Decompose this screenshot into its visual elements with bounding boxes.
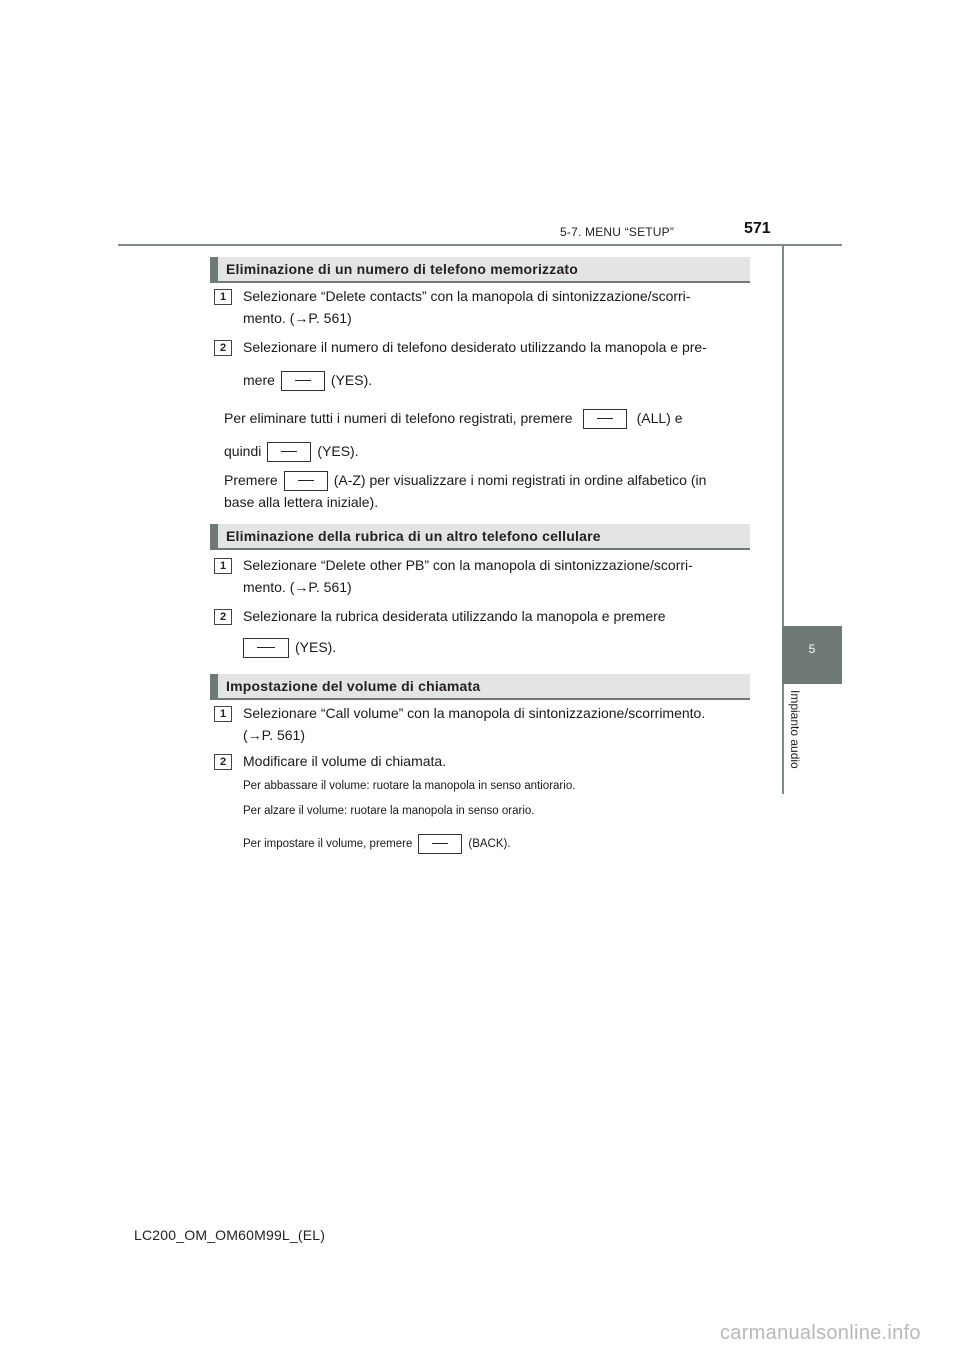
step-line: Selezionare “Delete other PB” con la manopola di sintonizzazione/scorri- — [243, 557, 693, 573]
note-line: (ALL) e — [636, 410, 683, 426]
header-divider — [118, 244, 842, 246]
section-title: Impostazione del volume di chiamata — [226, 678, 481, 694]
step-line: mento. (→P. 561) — [243, 579, 352, 595]
page-number: 571 — [744, 220, 771, 237]
step-text — [243, 285, 746, 329]
section-title: Eliminazione di un numero di telefono memorizzato — [226, 261, 579, 277]
section-breadcrumb: 5-7. MENU “SETUP” — [560, 225, 675, 239]
note-line: quindi — [224, 443, 262, 459]
step-line: Selezionare il numero di telefono desiderato utilizzando la manopola e pre- — [243, 339, 707, 355]
note-line: (YES). — [317, 443, 359, 459]
step-badge: 1 — [214, 706, 232, 722]
key-button-icon — [281, 371, 325, 391]
step-line: mere — [243, 372, 275, 388]
step-line: Selezionare la rubrica desiderata utilizzando la manopola e premere — [243, 608, 666, 624]
note-text — [224, 469, 746, 491]
step-badge: 1 — [214, 558, 232, 574]
step-line: mento. (→P. 561) — [243, 310, 352, 326]
sub-note: Per abbassare il volume: ruotare la manopola in senso antiorario. — [243, 780, 576, 792]
step-badge: 2 — [214, 609, 232, 625]
key-button-icon — [267, 442, 311, 462]
step-line: (YES). — [295, 639, 337, 655]
step-line: (→P. 561) — [243, 727, 305, 743]
section-heading — [210, 524, 750, 550]
step-badge: 1 — [214, 289, 232, 305]
key-button-icon — [583, 409, 627, 429]
key-button-icon — [418, 834, 462, 854]
section-heading — [210, 674, 750, 700]
side-rule-bottom — [782, 684, 784, 794]
step-text — [243, 605, 746, 627]
chapter-label: Impianto audio — [788, 690, 802, 769]
step-text — [243, 554, 746, 598]
sub-note — [243, 834, 511, 854]
chapter-number: 5 — [808, 642, 816, 656]
step-text — [243, 369, 746, 391]
step-line: Selezionare “Delete contacts” con la manopola di sintonizzazione/scorri- — [243, 288, 691, 304]
footer-code: LC200_OM_OM60M99L_(EL) — [134, 1227, 326, 1243]
step-badge: 2 — [214, 340, 232, 356]
note-line: (BACK). — [468, 838, 511, 851]
step-line: (YES). — [330, 372, 373, 388]
note-line: (A-Z) per visualizzare i nomi registrati in ordine alfabetico (in — [333, 472, 707, 488]
step-text — [243, 702, 746, 746]
section-heading — [210, 257, 750, 283]
sub-note: Per alzare il volume: ruotare la manopola in senso orario. — [243, 805, 535, 817]
note-line: Premere — [224, 472, 278, 488]
step-text — [243, 750, 746, 772]
step-badge: 2 — [214, 754, 232, 770]
key-button-icon — [243, 638, 289, 658]
side-rule-top — [782, 246, 784, 626]
step-line: Modificare il volume di chiamata. — [243, 753, 447, 769]
note-line: Per impostare il volume, premere — [243, 838, 413, 851]
note-text — [224, 440, 746, 462]
step-text — [243, 636, 746, 658]
note-text — [224, 407, 746, 429]
step-line: Selezionare “Call volume” con la manopola di sintonizzazione/scorrimento. — [243, 705, 706, 721]
section-title: Eliminazione della rubrica di un altro telefono cellulare — [226, 528, 601, 544]
note-text: base alla lettera iniziale). — [224, 494, 379, 510]
step-text — [243, 336, 746, 358]
note-line: Per eliminare tutti i numeri di telefono registrati, premere — [224, 410, 573, 426]
watermark: carmanualsonline.info — [720, 1322, 921, 1344]
key-button-icon — [284, 471, 328, 491]
